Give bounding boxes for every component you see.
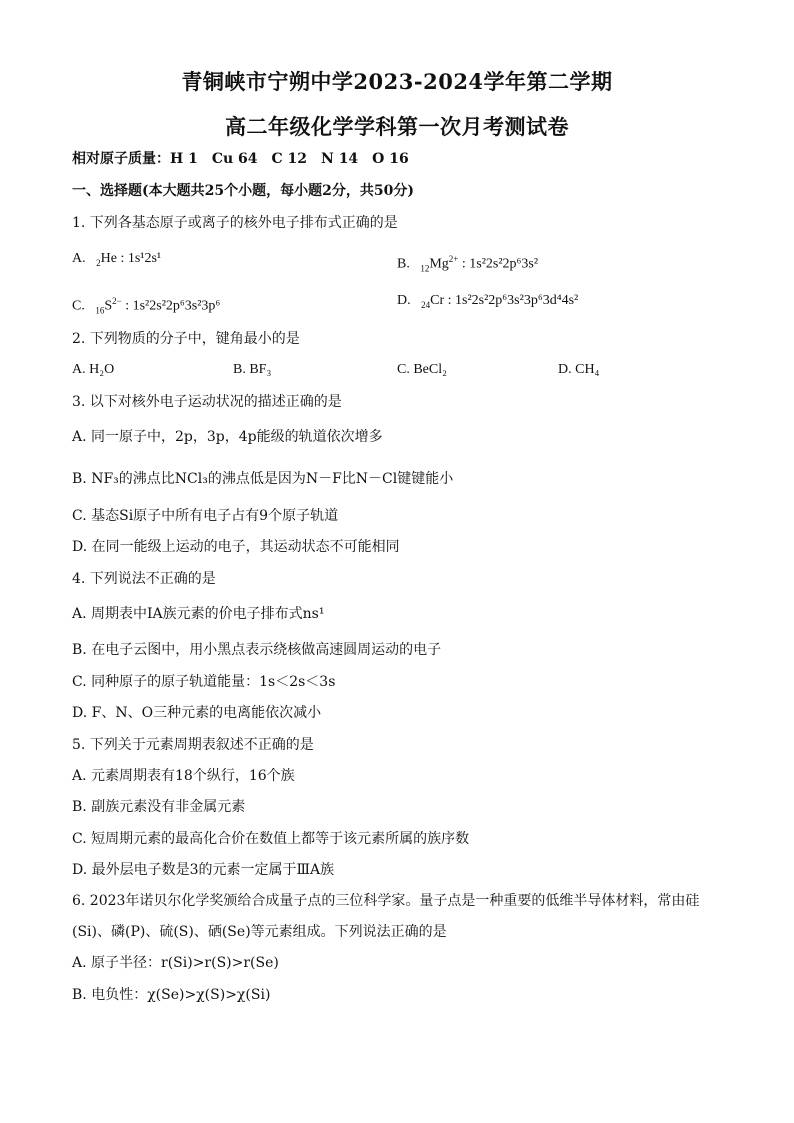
exam-title-line1: 青铜峡市宁朔中学2023-2024学年第二学期 bbox=[181, 69, 613, 94]
q1-c-atomic-number: 16 bbox=[95, 305, 105, 316]
q6-option-a: A. 原子半径：r(Si)>r(S)>r(Se) bbox=[72, 955, 279, 971]
section-heading: 一、选择题(本大题共25个小题，每小题2分，共50分) bbox=[72, 183, 414, 199]
q6-stem-line1: 6. 2023年诺贝尔化学奖颁给合成量子点的三位科学家。量子点是一种重要的低维半导体材料，常由硅 bbox=[72, 893, 700, 909]
q1-d-config: : 1s²2s²2p⁶3s²3p⁶3d⁴4s² bbox=[447, 293, 579, 308]
q4-stem: 4. 下列说法不正确的是 bbox=[72, 571, 216, 587]
q6-option-b: B. 电负性：χ(Se)>χ(S)>χ(Si) bbox=[72, 987, 271, 1003]
q1-c-element: S bbox=[104, 298, 113, 314]
q1-c-charge: 2− bbox=[112, 296, 122, 306]
q1-d-label: D. bbox=[397, 293, 411, 308]
q1-b-charge: 2+ bbox=[448, 254, 459, 264]
q1-option-b bbox=[397, 250, 538, 277]
q3-option-d: D. 在同一能级上运动的电子，其运动状态不可能相同 bbox=[72, 539, 400, 555]
q5-option-b: B. 副族元素没有非金属元素 bbox=[72, 799, 246, 815]
q1-option-d bbox=[397, 292, 578, 314]
q1-a-label: A. bbox=[72, 251, 86, 266]
q5-option-d: D. 最外层电子数是3的元素一定属于ⅢA族 bbox=[72, 862, 335, 878]
q6-stem-line2: (Si)、磷(P)、硫(S)、硒(Se)等元素组成。下列说法正确的是 bbox=[72, 924, 447, 940]
q3-option-b: B. NF₃的沸点比NCl₃的沸点低是因为N－F比N－Cl键键能小 bbox=[72, 471, 454, 487]
q1-stem: 1. 下列各基态原子或离子的核外电子排布式正确的是 bbox=[72, 215, 398, 231]
q1-b-config: : 1s²2s²2p⁶3s² bbox=[461, 256, 539, 272]
q5-option-c: C. 短周期元素的最高化合价在数值上都等于该元素所属的族序数 bbox=[72, 831, 470, 847]
q1-b-element: Mg bbox=[429, 256, 449, 272]
q1-option-a bbox=[72, 250, 161, 272]
exam-title-line2: 高二年级化学学科第一次月考测试卷 bbox=[225, 114, 569, 139]
q4-option-b: B. 在电子云图中，用小黑点表示绕核做高速圆周运动的电子 bbox=[72, 642, 442, 658]
q1-c-label: C. bbox=[72, 298, 85, 314]
q2-option-d: D. CH₄ bbox=[558, 362, 600, 377]
q3-stem: 3. 以下对核外电子运动状况的描述正确的是 bbox=[72, 394, 342, 410]
q1-b-atomic-number: 12 bbox=[420, 263, 430, 274]
q1-c-config: : 1s²2s²2p⁶3s²3p⁶ bbox=[125, 298, 221, 314]
q1-d-element: Cr bbox=[430, 293, 445, 308]
q5-stem: 5. 下列关于元素周期表叙述不正确的是 bbox=[72, 737, 314, 753]
q1-a-element: He bbox=[100, 251, 117, 266]
q2-option-b: B. BF₃ bbox=[233, 362, 272, 377]
q4-option-d: D. F、N、O三种元素的电离能依次减小 bbox=[72, 705, 322, 721]
q2-option-a: A. H₂O bbox=[72, 362, 115, 377]
q1-a-config: : 1s¹2s¹ bbox=[120, 251, 162, 266]
q1-a-atomic-number: 2 bbox=[96, 257, 101, 268]
q3-option-a: A. 同一原子中，2p，3p，4p能级的轨道依次增多 bbox=[72, 429, 383, 445]
atomic-mass-line: 相对原子质量：H 1 Cu 64 C 12 N 14 O 16 bbox=[72, 151, 409, 167]
q1-d-atomic-number: 24 bbox=[421, 299, 431, 310]
q2-stem: 2. 下列物质的分子中，键角最小的是 bbox=[72, 331, 300, 347]
q3-option-c: C. 基态Si原子中所有电子占有9个原子轨道 bbox=[72, 508, 339, 524]
q5-option-a: A. 元素周期表有18个纵行，16个族 bbox=[72, 768, 295, 784]
q1-b-label: B. bbox=[397, 256, 410, 272]
q1-option-c bbox=[72, 292, 220, 319]
q4-option-c: C. 同种原子的原子轨道能量：1s＜2s＜3s bbox=[72, 674, 336, 690]
q4-option-a: A. 周期表中ⅠA族元素的价电子排布式ns¹ bbox=[72, 606, 325, 622]
q2-option-c: C. BeCl₂ bbox=[397, 362, 447, 377]
